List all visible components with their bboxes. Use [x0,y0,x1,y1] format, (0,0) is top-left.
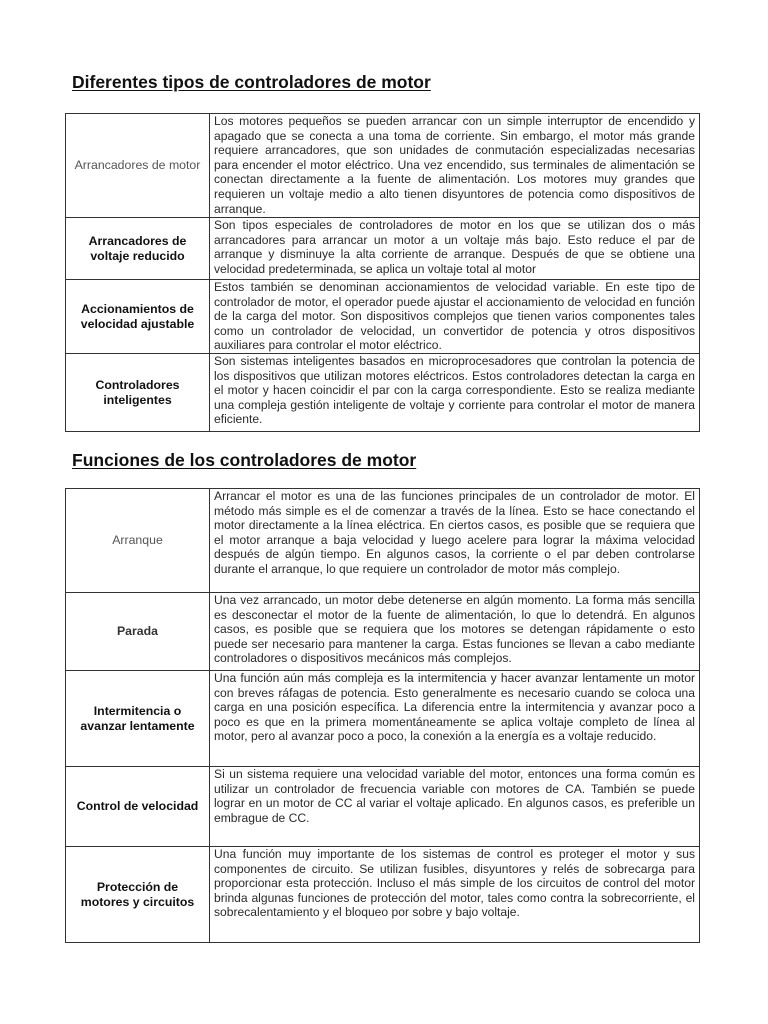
table-row [66,218,700,280]
table-row [66,354,700,432]
controller-functions-table [65,488,700,943]
table-row [66,489,700,593]
table-row [66,847,700,943]
table-row [66,114,700,218]
row-term: Intermitencia o avanzar lentamente [66,671,210,767]
row-term: Controladores inteligentes [66,354,210,432]
row-term: Accionamientos de velocidad ajustable [66,280,210,354]
row-term: Arranque [66,489,210,593]
row-description: Una vez arrancado, un motor debe detenerse en algún momento. La forma más sencilla es desconectar el motor de la fuente de alimentación, lo que lo detendrá. En algunos casos, es posible que se requiera que los motores se detengan rápidamente o esto puede ser necesario para mantener la carga. Estas funciones se llevan a cabo mediante controladores o dispositivos mecánicos más complejos. [210,593,700,671]
table-row [66,671,700,767]
section-title-controller-types: Diferentes tipos de controladores de motor [72,72,431,92]
row-description: Son sistemas inteligentes basados en microprocesadores que controlan la potencia de los dispositivos que utilizan motores eléctricos. Estos controladores detectan la carga en el motor y hacen coincidir el par con la carga correspondiente. Esto se realiza mediante una compleja gestión inteligente de voltaje y corriente para controlar el motor de manera eficiente. [210,354,700,432]
row-description: Una función muy importante de los sistemas de control es proteger el motor y sus componentes de circuito. Se utilizan fusibles, disyuntores y relés de sobrecarga para proporcionar esta protección. Incluso el más simple de los circuitos de control del motor brinda algunas funciones de protección del motor, tales como contra la sobrecorriente, el sobrecalentamiento y el bloqueo por sobre y bajo voltaje. [210,847,700,943]
row-term: Parada [66,593,210,671]
row-description: Los motores pequeños se pueden arrancar con un simple interruptor de encendido y apagado que se conecta a una toma de corriente. Sin embargo, el motor más grande requiere arrancadores, que son unidades de conmutación especializadas necesarias para encender el motor eléctrico. Una vez encendido, sus terminales de alimentación se conectan directamente a la fuente de alimentación. Los motores muy grandes que requieren un voltaje medio a alto tienen disyuntores de potencia como dispositivos de arranque. [210,114,700,218]
table-row [66,280,700,354]
row-description: Si un sistema requiere una velocidad variable del motor, entonces una forma común es utilizar un controlador de frecuencia variable con motores de CA. También se puede lograr en un motor de CC al variar el voltaje aplicado. En algunos casos, es preferible un embrague de CC. [210,767,700,847]
row-description: Arrancar el motor es una de las funciones principales de un controlador de motor. El método más simple es el de comenzar a través de la línea. Esto se hace conectando el motor directamente a la línea eléctrica. En ciertos casos, es posible que se requiera que el motor arranque a baja velocidad y luego acelere para lograr la máxima velocidad después de algún tiempo. En algunos casos, la corriente o el par deben controlarse durante el arranque, lo que requiere un controlador de motor más complejo. [210,489,700,593]
row-description: Estos también se denominan accionamientos de velocidad variable. En este tipo de controlador de motor, el operador puede ajustar el accionamiento de velocidad en función de la carga del motor. Son dispositivos complejos que tienen varios componentes tales como un controlador de velocidad, un convertidor de potencia y otros dispositivos auxiliares para controlar el motor eléctrico. [210,280,700,354]
row-term: Control de velocidad [66,767,210,847]
row-term: Protección de motores y circuitos [66,847,210,943]
row-term: Arrancadores de voltaje reducido [66,218,210,280]
row-description: Son tipos especiales de controladores de motor en los que se utilizan dos o más arrancadores para arrancar un motor a un voltaje más bajo. Esto reduce el par de arranque y disminuye la alta corriente de arranque. Después de que se obtiene una velocidad predeterminada, se aplica un voltaje total al motor [210,218,700,280]
table-row [66,767,700,847]
row-description: Una función aún más compleja es la intermitencia y hacer avanzar lentamente un motor con breves ráfagas de potencia. Esto generalmente es necesario cuando se coloca una carga en una posición específica. La diferencia entre la intermitencia y avanzar poco a poco es que en la primera momentáneamente se aplica voltaje completo de línea al motor, pero al avanzar poco a poco, la conexión a la energía es a voltaje reducido. [210,671,700,767]
section-title-controller-functions: Funciones de los controladores de motor [72,450,417,470]
controller-types-table [65,113,700,432]
table-row [66,593,700,671]
row-term: Arrancadores de motor [66,114,210,218]
